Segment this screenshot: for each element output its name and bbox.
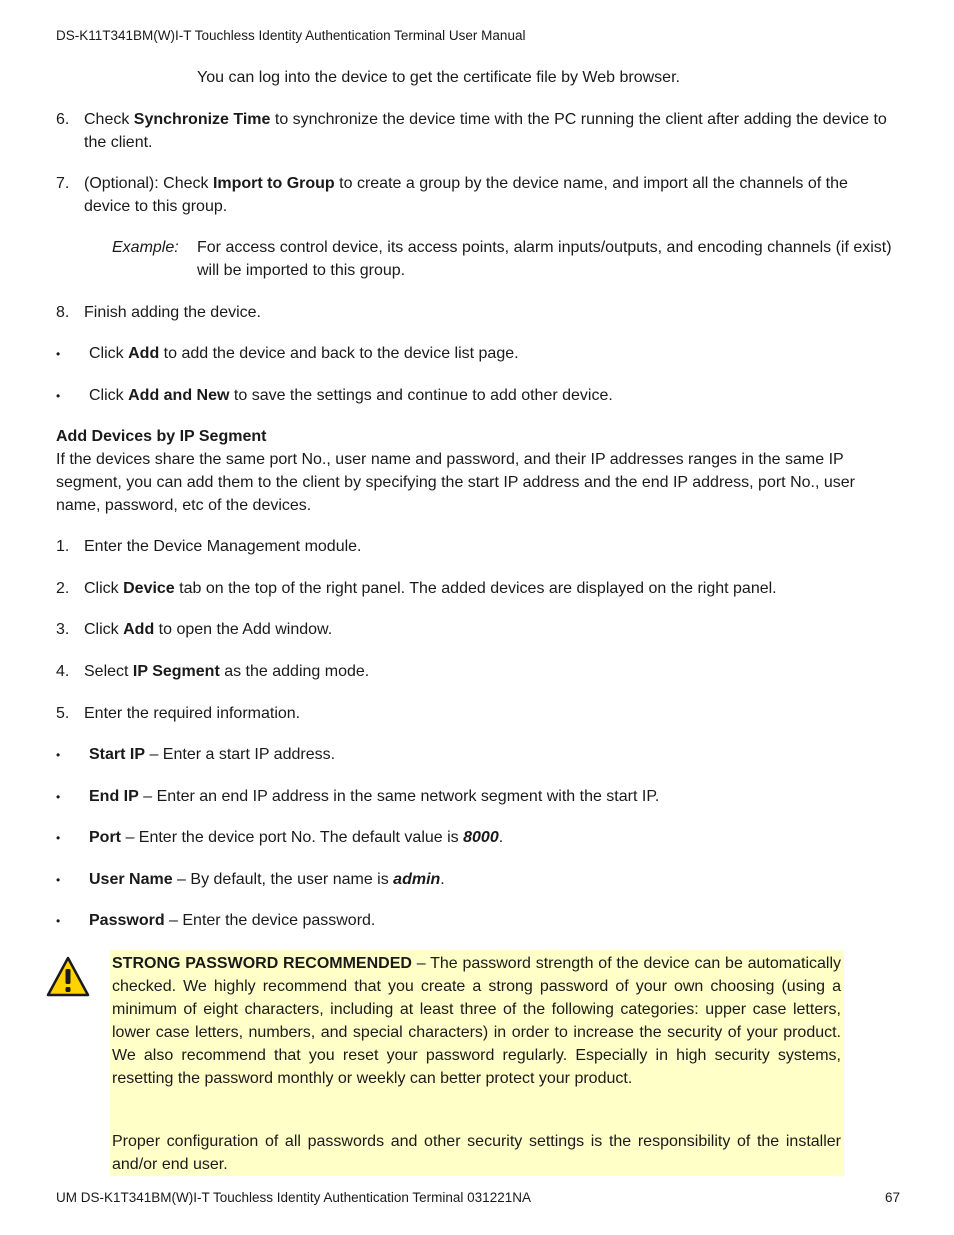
bullet-text: Start IP – Enter a start IP address. xyxy=(89,746,336,763)
step-text: Select IP Segment as the adding mode. xyxy=(84,663,370,680)
bullet-text: End IP – Enter an end IP address in the same network segment with the start IP. xyxy=(89,788,660,805)
step-text: Check Synchronize Time to synchronize the device time with the PC running the client after adding the device to the client. xyxy=(84,111,887,151)
step-number: 7. xyxy=(56,175,70,192)
example-text: For access control device, its access points, alarm inputs/outputs, and encoding channels (if exist) will be imported to this group. xyxy=(197,239,892,279)
bullet-text: Port – Enter the device port No. The default value is 8000. xyxy=(89,829,504,846)
step-number: 6. xyxy=(56,111,70,128)
example-label: Example: xyxy=(112,239,179,256)
step-number: 4. xyxy=(56,663,70,680)
warning-text: STRONG PASSWORD RECOMMENDED – The password strength of the device can be automatically checked. We highly recommend that you create a strong password of your own choosing (using a minimum of eight characters, including at least three of the following categories: upper case letters, lower case letters, numbers, and special characters) in order to increase the security of your product. We also recommend that you reset your password regularly. Especially in high security systems, resetting the password monthly or weekly can better protect your product. xyxy=(112,955,842,1087)
footer-left: UM DS-K1T341BM(W)I-T Touchless Identity Authentication Terminal 031221NA xyxy=(56,1190,531,1205)
bullet-text: Click Add to add the device and back to the device list page. xyxy=(89,345,519,362)
step-number: 8. xyxy=(56,304,70,321)
step-text: Click Add to open the Add window. xyxy=(84,621,333,638)
step-number: 1. xyxy=(56,538,70,555)
step-number: 2. xyxy=(56,580,70,597)
warning-title: STRONG PASSWORD RECOMMENDED xyxy=(112,955,412,972)
step-text: Enter the Device Management module. xyxy=(84,538,362,555)
bullet-symbol: • xyxy=(56,873,61,887)
bullet-symbol: • xyxy=(56,347,61,361)
step-text: Click Device tab on the top of the right panel. The added devices are displayed on the right panel. xyxy=(84,580,777,597)
step-text: Finish adding the device. xyxy=(84,304,261,321)
bullet-text: Click Add and New to save the settings and continue to add other device. xyxy=(89,387,613,404)
section-paragraph: If the devices share the same port No., user name and password, and their IP addresses ranges in the same IP segment, you can add them to the client by specifying the start IP address and the end IP address, port No., user name, password, etc of the devices. xyxy=(56,451,855,514)
step-number: 5. xyxy=(56,705,70,722)
page-number: 67 xyxy=(884,1190,900,1205)
section-title: Add Devices by IP Segment xyxy=(56,428,267,445)
bullet-symbol: • xyxy=(56,748,61,762)
bullet-symbol: • xyxy=(56,389,61,403)
intro-line: You can log into the device to get the certificate file by Web browser. xyxy=(197,69,680,86)
bullet-symbol: • xyxy=(56,790,61,804)
step-text: (Optional): Check Import to Group to create a group by the device name, and import all the channels of the device to this group. xyxy=(84,175,848,215)
bullet-symbol: • xyxy=(56,914,61,928)
bullet-text: User Name – By default, the user name is admin. xyxy=(89,871,445,888)
bullet-symbol: • xyxy=(56,831,61,845)
bullet-text: Password – Enter the device password. xyxy=(89,912,376,929)
step-number: 3. xyxy=(56,621,70,638)
page-header: DS-K11T341BM(W)I-T Touchless Identity Authentication Terminal User Manual xyxy=(56,28,526,43)
step-text: Enter the required information. xyxy=(84,705,301,722)
warning-triangle-icon xyxy=(46,956,90,998)
warning-text-2: Proper configuration of all passwords and other security settings is the responsibility of the installer and/or end user. xyxy=(112,1133,841,1173)
